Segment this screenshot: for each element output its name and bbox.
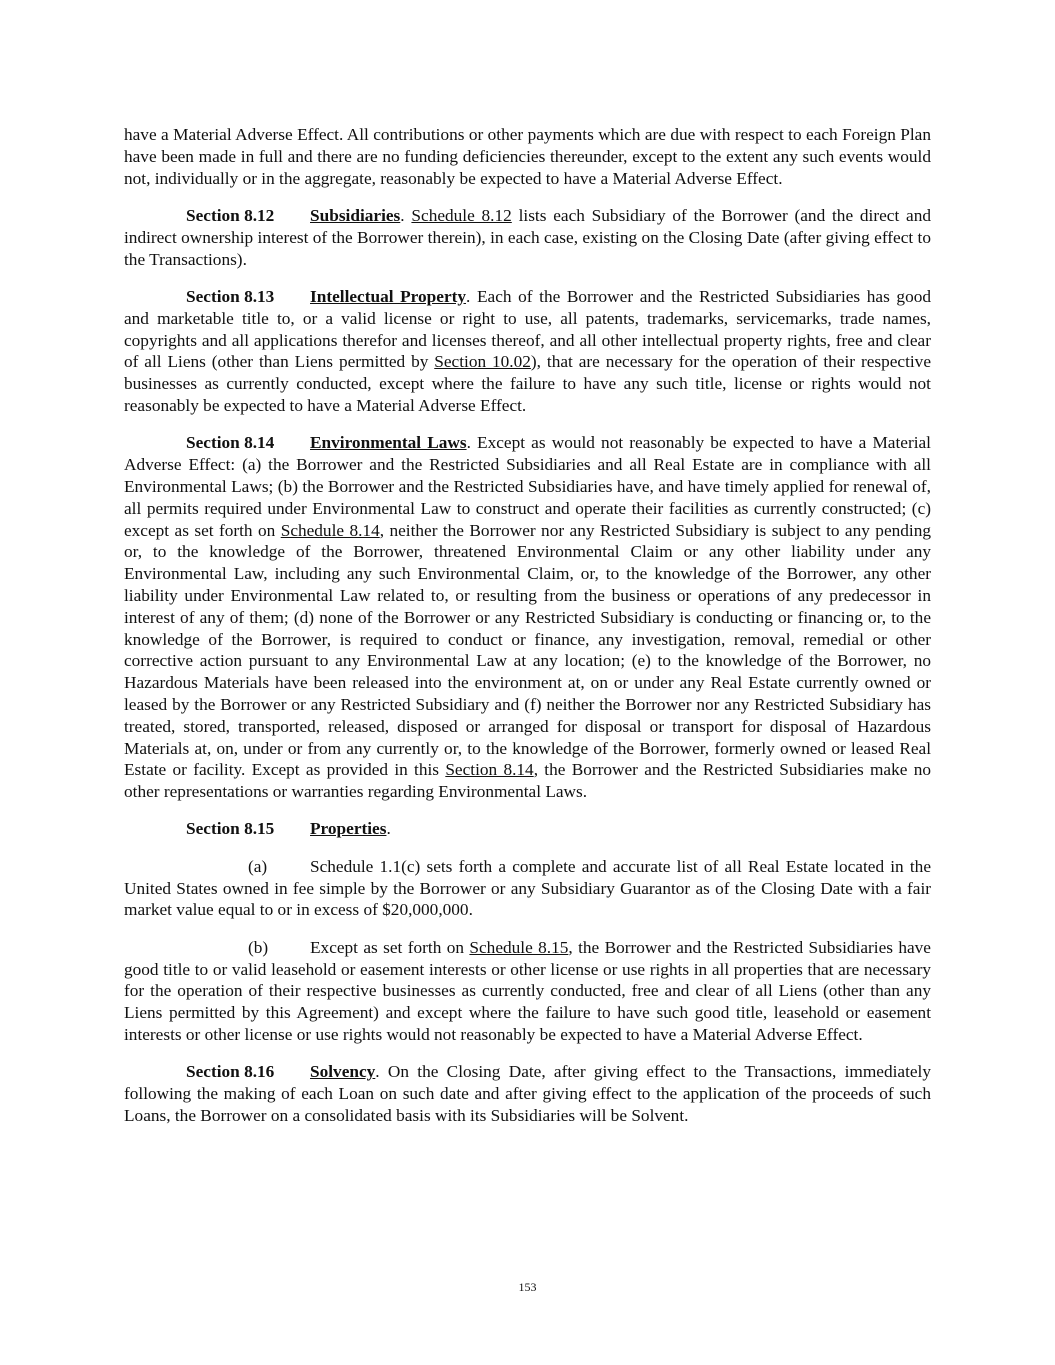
section-number: Section 8.16 (186, 1062, 275, 1082)
section-reference: Section 10.02 (434, 352, 531, 372)
section-reference: Section 8.14 (445, 760, 534, 780)
section-title: Properties (310, 819, 387, 839)
section-8-15: Section 8.15 Properties. (186, 819, 391, 839)
carryover-paragraph: have a Material Adverse Effect. All contributions or other payments which are due with respect to each Foreign Plan have been made in full and there are no funding deficiencies thereunder, except to the extent any such events would not, individually or in the aggregate, reasonably be expected to have a Material Adverse Effect. (124, 125, 931, 188)
subsection-label: (b) (248, 937, 269, 957)
section-8-16: Section 8.16 Solvency. On the Closing Date, after giving effect to the Transactions, immediately following the making of each Loan on such date and after giving effect to the application of the proceeds of such Loans, the Borrower on a consolidated basis with its Subsidiaries will be Solvent. (124, 1062, 931, 1126)
subsection-body: Except as set forth on (310, 937, 470, 957)
section-body: On the Closing Date, after giving effect to the Transactions, immediately following the making of each Loan on such date and after giving effect to the application of the proceeds of such Loans, the Borrower on a consolidated basis with its Subsidiaries will be Solvent. (124, 1062, 931, 1126)
section-8-12: Section 8.12 Subsidiaries. Schedule 8.12 lists each Subsidiary of the Borrower (and the direct and indirect ownership interest of the Borrower therein), in each case, existing on the Closing Date (after giving effect to the Transactions). (124, 205, 931, 269)
section-number: Section 8.14 (186, 433, 275, 453)
schedule-reference: Schedule 8.12 (411, 205, 512, 225)
page-number: 153 (518, 1280, 537, 1294)
section-title: Intellectual Property (310, 286, 467, 306)
section-body: Except as would not reasonably be expected to have a Material Adverse Effect: (a) the Borrower and the Restricted Subsidiaries and all Real Estate are in compliance with all Environmental Laws; (b) the Borrower and the Restricted Subsidiaries have, and have timely applied for renewal of, all permits required under Environmental Law to construct and operate their facilities as currently constructed; (c) except as set forth on (124, 433, 931, 540)
subsection-body: Schedule 1.1(c) sets forth a complete and accurate list of all Real Estate located in the United States owned in fee simple by the Borrower or any Subsidiary Guarantor as of the Closing Date with a fair market value equal to or in excess of $20,000,000. (124, 856, 931, 920)
section-body: ), that are necessary for the operation of their respective businesses as currently conducted, except where the failure to have any such title, license or rights would not reasonably be expected to have a Material Adverse Effect. (124, 352, 931, 415)
section-8-15-b (124, 937, 931, 1046)
document-page (124, 124, 931, 1142)
subsection-body: , the Borrower and the Restricted Subsidiaries have good title to or valid leasehold or easement interests or other license or use rights in all properties that are necessary for the operation of their respective businesses as currently conducted, free and clear of all Liens (other than any Liens permitted by this Agreement) and except where the failure to have such good title, leasehold or easement interests or other license or use rights would not reasonably be expected to have a Material Adverse Effect. (124, 937, 931, 1045)
section-body: lists each Subsidiary of the Borrower (and the direct and indirect ownership interest of the Borrower therein), in each case, existing on the Closing Date (after giving effect to the Transactions). (124, 205, 931, 269)
section-body: , neither the Borrower nor any Restricted Subsidiary is subject to any pending or, to the knowledge of the Borrower, threatened Environmental Claim or any other liability under any Environmental Law, including any such Environmental Claim, or, to the knowledge of the Borrower, any other liability under Environmental Law related to, or resulting from the business or operations of any predecessor in interest of any of them; (d) none of the Borrower or any Restricted Subsidiary is conducting or financing or, to the knowledge of the Borrower, is required to conduct or finance, any investigation, removal, remedial or other corrective action pursuant to any Environmental Law at any location; (e) to the knowledge of the Borrower, no Hazardous Materials have been released into the environment at, on or under any Real Estate currently owned or leased by the Borrower or any Restricted Subsidiary and (f) neither the Borrower nor any Restricted Subsidiary has treated, stored, transported, released, disposed or arranged for disposal or transport for disposal of Hazardous Materials at, on, under or from any currently or, to the knowledge of the Borrower, formerly owned or leased Real Estate or facility. Except as provided in this (124, 520, 931, 780)
section-title: Environmental Laws (310, 433, 467, 453)
subsection-label: (a) (248, 856, 268, 876)
section-number: Section 8.12 (186, 205, 275, 225)
schedule-reference: Schedule 8.14 (280, 520, 380, 540)
section-8-15-a (124, 856, 931, 921)
section-title: Solvency (310, 1062, 376, 1082)
section-title: Subsidiaries (310, 205, 401, 225)
section-body: Each of the Borrower and the Restricted Subsidiaries has good and marketable title to, or a valid license or right to use, all patents, trademarks, servicemarks, trade names, copyrights and all applications therefor and licenses thereof, and all other intellectual property rights, free and clear of all Liens (other than Liens permitted by (124, 286, 931, 372)
section-number: Section 8.15 (186, 819, 275, 839)
section-body: , the Borrower and the Restricted Subsidiaries make no other representations or warranties regarding Environmental Laws. (124, 760, 931, 802)
section-number: Section 8.13 (186, 286, 275, 306)
section-8-13: Section 8.13 Intellectual Property. Each of the Borrower and the Restricted Subsidiaries has good and marketable title to, or a valid license or right to use, all patents, trademarks, servicemarks, trade names, copyrights and all applications therefor and licenses thereof, and all other intellectual property rights, free and clear of all Liens (other than Liens permitted by Section 10.02), that are necessary for the operation of their respective businesses as currently conducted, except where the failure to have any such title, license or rights would not reasonably be expected to have a Material Adverse Effect. (124, 286, 931, 415)
section-8-14: Section 8.14 Environmental Laws. Except as would not reasonably be expected to have a Material Adverse Effect: (a) the Borrower and the Restricted Subsidiaries and all Real Estate are in compliance with all Environmental Laws; (b) the Borrower and the Restricted Subsidiaries have, and have timely applied for renewal of, all permits required under Environmental Law to construct and operate their facilities as currently constructed; (c) except as set forth on Schedule 8.14, neither the Borrower nor any Restricted Subsidiary is subject to any pending or, to the knowledge of the Borrower, threatened Environmental Claim or any other liability under any Environmental Law, including any such Environmental Claim, or, to the knowledge of the Borrower, any other liability under Environmental Law related to, or resulting from the business or operations of any predecessor in interest of any of them; (d) none of the Borrower or any Restricted Subsidiary is conducting or financing or, to the knowledge of the Borrower, is required to conduct or finance, any investigation, removal, remedial or other corrective action pursuant to any Environmental Law at any location; (e) to the knowledge of the Borrower, no Hazardous Materials have been released into the environment at, on or under any Real Estate currently owned or leased by the Borrower or any Restricted Subsidiary and (f) neither the Borrower nor any Restricted Subsidiary has treated, stored, transported, released, disposed or arranged for disposal or transport for disposal of Hazardous Materials at, on, under or from any currently or, to the knowledge of the Borrower, formerly owned or leased Real Estate or facility. Except as provided in this Section 8.14, the Borrower and the Restricted Subsidiaries make no other representations or warranties regarding Environmental Laws. (124, 433, 931, 802)
schedule-reference: Schedule 8.15 (469, 937, 569, 957)
